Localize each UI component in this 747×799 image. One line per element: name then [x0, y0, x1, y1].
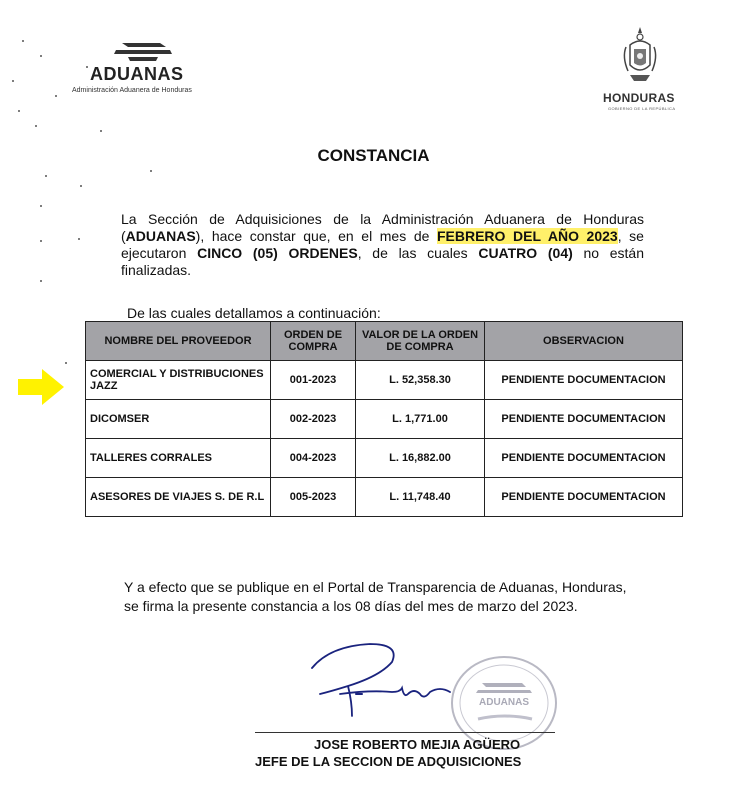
- honduras-brand-text: HONDURAS: [603, 91, 675, 105]
- cell-provider: COMERCIAL Y DISTRIBUCIONES JAZZ: [86, 361, 271, 400]
- signer-name: JOSE ROBERTO MEJIA AGÜERO: [314, 737, 521, 752]
- cell-observation: PENDIENTE DOCUMENTACION: [485, 400, 683, 439]
- cell-provider: TALLERES CORRALES: [86, 439, 271, 478]
- honduras-tagline: GOBIERNO DE LA REPÚBLICA: [608, 106, 676, 111]
- table-row: [86, 361, 683, 400]
- cell-value: L. 1,771.00: [356, 400, 485, 439]
- cell-observation: PENDIENTE DOCUMENTACION: [485, 361, 683, 400]
- signature-line: [255, 732, 555, 733]
- cell-observation: PENDIENTE DOCUMENTACION: [485, 478, 683, 517]
- para-text-4: , de las cuales: [357, 245, 479, 261]
- header-observation: OBSERVACION: [485, 322, 683, 361]
- cell-value: L. 11,748.40: [356, 478, 485, 517]
- cell-observation: PENDIENTE DOCUMENTACION: [485, 439, 683, 478]
- cell-order: 002-2023: [271, 400, 356, 439]
- table-row: [86, 478, 683, 517]
- aduanas-brand-text: ADUANAS: [90, 64, 184, 84]
- order-count-total: CINCO (05) ORDENES: [197, 245, 358, 261]
- cell-provider: DICOMSER: [86, 400, 271, 439]
- cell-order: 005-2023: [271, 478, 356, 517]
- para-text-3: , se ejecutaron: [121, 228, 644, 261]
- table-header-row: [86, 322, 683, 361]
- cell-order: 004-2023: [271, 439, 356, 478]
- document-title: CONSTANCIA: [317, 146, 430, 165]
- period-highlight: FEBRERO DEL AÑO 2023: [436, 228, 618, 244]
- main-paragraph: [121, 211, 644, 279]
- org-name: ADUANAS: [125, 228, 196, 244]
- handwritten-signature: [300, 636, 480, 726]
- table-row: [86, 439, 683, 478]
- cell-provider: ASESORES DE VIAJES S. DE R.L: [86, 478, 271, 517]
- para-text-1: La Sección de Adquisiciones de la Administración Aduanera de Honduras (: [121, 211, 644, 244]
- closing-text: [124, 578, 664, 616]
- aduanas-emblem-icon: [112, 40, 174, 62]
- aduanas-subtitle: Administración Aduanera de Honduras: [72, 87, 192, 94]
- header-order: ORDEN DE COMPRA: [271, 322, 356, 361]
- stamp-text: ADUANAS: [479, 697, 529, 708]
- aduanas-logo: [70, 40, 220, 100]
- para-text-5: no están finalizadas.: [121, 245, 644, 278]
- detail-intro: De las cuales detallamos a continuación:: [127, 305, 381, 321]
- order-count-pending: CUATRO (04): [478, 245, 573, 261]
- honduras-coat-of-arms-icon: [618, 25, 662, 89]
- header-provider: NOMBRE DEL PROVEEDOR: [86, 322, 271, 361]
- orders-table: [85, 321, 683, 517]
- closing-line-1: Y a efecto que se publique en el Portal de Transparencia de Aduanas, Honduras,: [124, 579, 627, 595]
- header-value: VALOR DE LA ORDEN DE COMPRA: [356, 322, 485, 361]
- arrow-right-icon: [18, 369, 64, 405]
- para-text-2: ), hace constar que, en el mes de: [195, 228, 437, 244]
- cell-order: 001-2023: [271, 361, 356, 400]
- signer-position: JEFE DE LA SECCION DE ADQUISICIONES: [255, 754, 522, 769]
- cell-value: L. 16,882.00: [356, 439, 485, 478]
- table-row: [86, 400, 683, 439]
- cell-value: L. 52,358.30: [356, 361, 485, 400]
- honduras-logo: [600, 25, 690, 120]
- closing-line-2: se firma la presente constancia a los 08 días del mes de marzo del 2023.: [124, 598, 578, 614]
